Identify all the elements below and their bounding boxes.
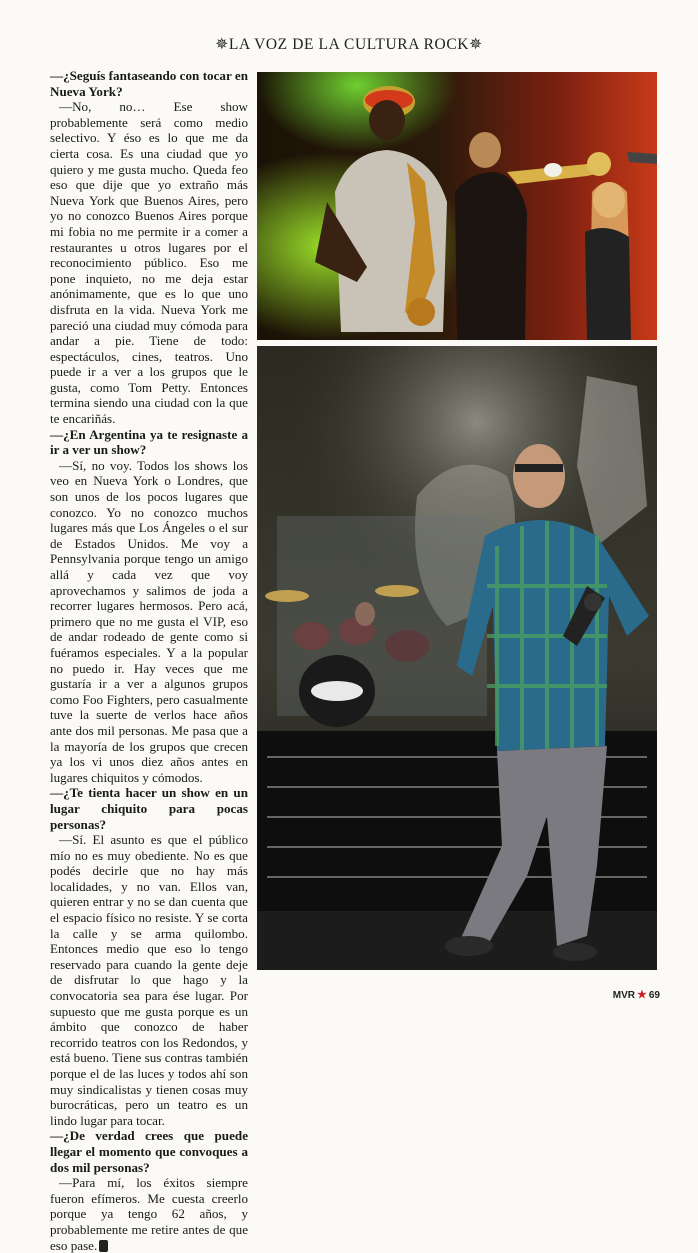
magazine-name: MVR: [612, 990, 635, 1001]
interview-question: —¿Te tienta hacer un show en un lugar chiquito para pocas personas?: [50, 785, 248, 832]
interview-answer: —Sí, no voy. Todos los shows los veo en Nueva York o Londres, que son unos de los pocos lugares que conozco. Yo no conozco muchos lugares más que Los Ángeles o el sur de Estados Unidos. Me voy a Pennsylvania porque tengo un amigo allá y cada vez que voy aprovechamos y salimos de joda a recorrer lugares hermosos. Pero acá, primero que no me gusta el VIP, eso de andar rodeado de gente como si fuéramos especiales. Y a la popular no puedo ir. Hay veces que me gustaría ir a ver a algunos grupos como Foo Fighters, pero casualmente tuve la suerte de verlos hace años ante dos mil personas. Me pasa que a la mayoría de los grupos que crecen ya los vi unos diez años antes en lugares chiquitos y cómodos.: [50, 457, 248, 785]
interview-question: —¿De verdad crees que puede llegar el momento que convoques a dos mil personas?: [50, 1128, 248, 1175]
interview-question: —¿Seguís fantaseando con tocar en Nueva York?: [50, 68, 248, 99]
interview-answer: —Para mí, los éxitos siempre fueron efímeros. Me cuesta creerlo porque ya tengo 62 años, y probablemente me retire antes de que eso pase.: [50, 1175, 248, 1253]
singer-on-stage-photo: [257, 346, 657, 970]
interview-answer: —No, no… Ese show probablemente será como medio selectivo. Y éso es lo que me da cierta cosa. Es una ciudad que yo quiero y me gusta mucho. Queda feo eso que dije que yo extraño más Nueva York que Buenos Aires, pero yo no conozco Buenos Aires porque mi fobia no me permite ir a comer a restaurantes u otros lugares por el reconocimiento público. Eso me pone inquieto, no me deja estar anónimamente, que es lo que uno disfruta en la vida. Nueva York me pareció una ciudad muy cómoda para andar a pie. Tiene de todo: espectáculos, cines, teatros. Uno puede ir a ver a los grupos que le gusta, como Tom Petty. Entonces termina siendo una ciudad con la que te encariñás.: [50, 99, 248, 427]
end-of-article-icon: [99, 1240, 108, 1252]
band-horns-photo: [257, 72, 657, 340]
interview-answer: —Sí. El asunto es que el público mío no es muy obediente. No es que podés decirle que no hay más localidades, y no van. Ellos van, quieren entrar y no se dan cuenta que el espacio físico no resiste. Y se corta la calle y se arma quilombo. Entonces medio que eso lo tengo reservado para cuando la gente deje de disfrutar lo que hago y la convocatoria sea para ése lugar. Por supuesto que me gusta porque es un ámbito que conozco de haber recorrido teatros con los Redondos, y está bueno. Tiene sus contras también porque el de las luces y todos ahí son muy sindicalistas y tienen cosas muy burocráticas, pero un teatro es un lindo lugar para tocar.: [50, 832, 248, 1128]
interview-article: [50, 68, 248, 1253]
interview-question: —¿En Argentina ya te resignaste a ir a ver un show?: [50, 426, 248, 458]
star-icon: ★: [637, 989, 647, 1001]
page-footer: [613, 988, 660, 1001]
section-header: ✵LA VOZ DE LA CULTURA ROCK✵: [215, 36, 483, 53]
page-number: 69: [648, 990, 660, 1001]
